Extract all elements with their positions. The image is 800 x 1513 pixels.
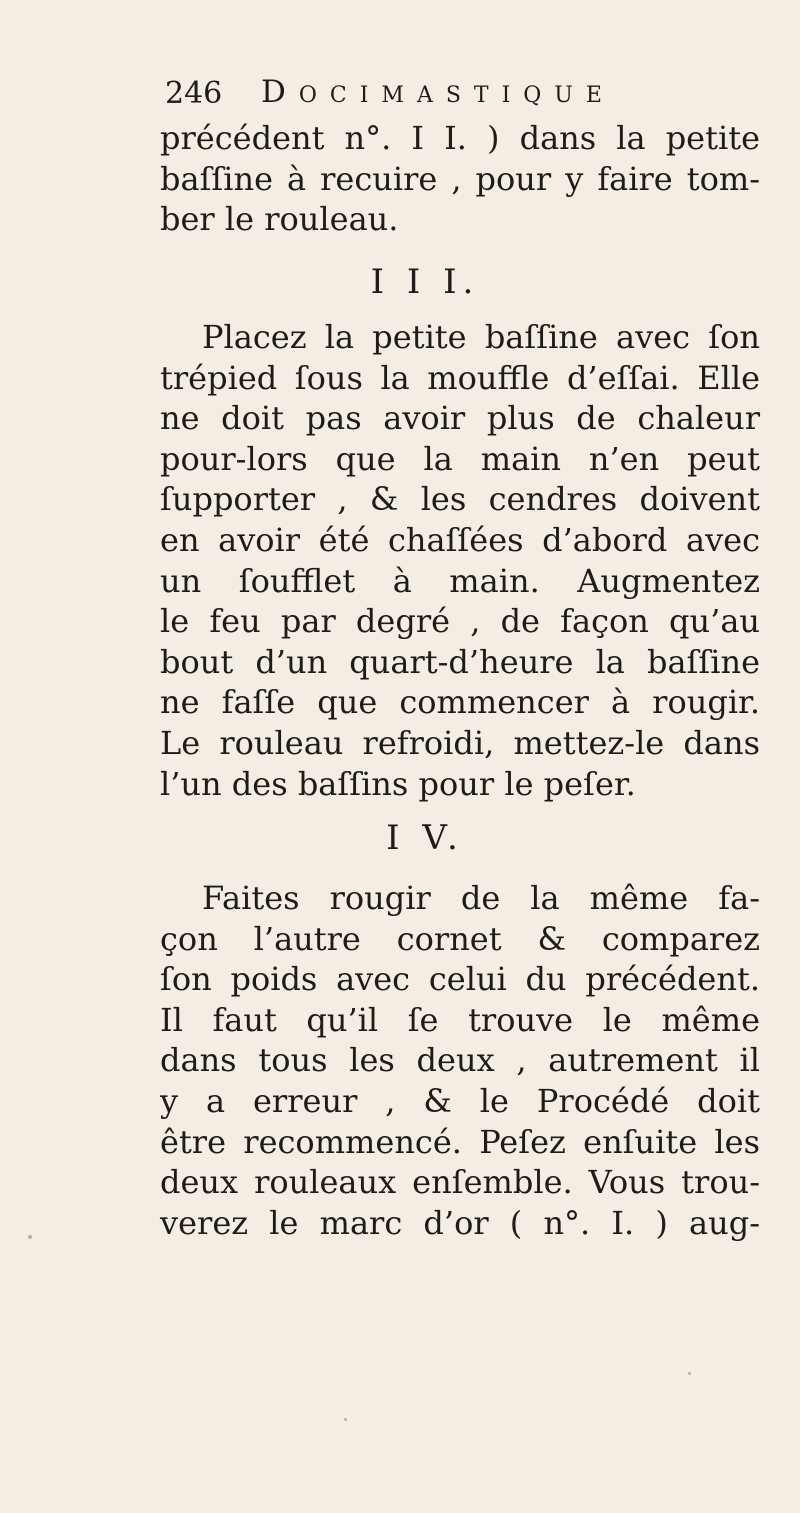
paper-speck <box>28 1235 32 1239</box>
text-line: trépied ſous la mouffle d’eſſai. Elle <box>160 358 760 397</box>
text-line: Il faut qu’il ſe trouve le même <box>160 1000 760 1039</box>
running-title: Docimastique <box>261 74 615 110</box>
paper-speck <box>344 1418 347 1421</box>
text-line: un ſoufflet à main. Augmentez <box>160 561 760 600</box>
text-line: ſupporter , & les cendres doivent <box>160 480 760 519</box>
text-line: çon l’autre cornet & comparez <box>160 919 760 958</box>
text-line: y a erreur , & le Procédé doit <box>160 1081 760 1120</box>
section-heading-iv: I V. <box>386 818 464 858</box>
section-heading-iii: I I I. <box>370 262 480 302</box>
text-line: deux rouleaux enſemble. Vous trou- <box>160 1163 760 1202</box>
text-line: ne doit pas avoir plus de chaleur <box>160 399 760 438</box>
section-iv-paragraph <box>160 878 760 1243</box>
page-header <box>165 70 685 118</box>
text-line: le feu par degré , de façon qu’au <box>160 602 760 641</box>
text-line: l’un des baſſins pour le peſer. <box>160 764 636 803</box>
text-line: ne faſſe que commencer à rougir. <box>160 683 760 722</box>
text-line: Le rouleau refroidi, mettez-le dans <box>160 723 760 762</box>
text-line: en avoir été chaſſées d’abord avec <box>160 520 760 559</box>
text-line: précédent n°. I I. ) dans la petite <box>160 119 760 157</box>
paper-speck <box>688 1372 691 1375</box>
text-line: ſon poids avec celui du précédent. <box>160 960 760 999</box>
text-line: être recommencé. Peſez enſuite les <box>160 1122 760 1161</box>
text-line: verez le marc d’or ( n°. I. ) aug- <box>160 1203 760 1242</box>
text-line: baſſine à recuire , pour y faire tom- <box>160 159 760 198</box>
text-line: bout d’un quart-d’heure la baſſine <box>160 642 760 681</box>
text-line: pour-lors que la main n’en peut <box>160 439 760 478</box>
text-line: dans tous les deux , autrement il <box>160 1041 760 1080</box>
text-line: ber le rouleau. <box>160 200 399 239</box>
section-iii-paragraph <box>160 317 760 804</box>
text-line: Faites rougir de la même fa- <box>202 879 760 917</box>
page-number: 246 <box>165 76 223 111</box>
text-line: Placez la petite baſſine avec ſon <box>202 318 760 356</box>
continuation-paragraph <box>160 118 760 240</box>
